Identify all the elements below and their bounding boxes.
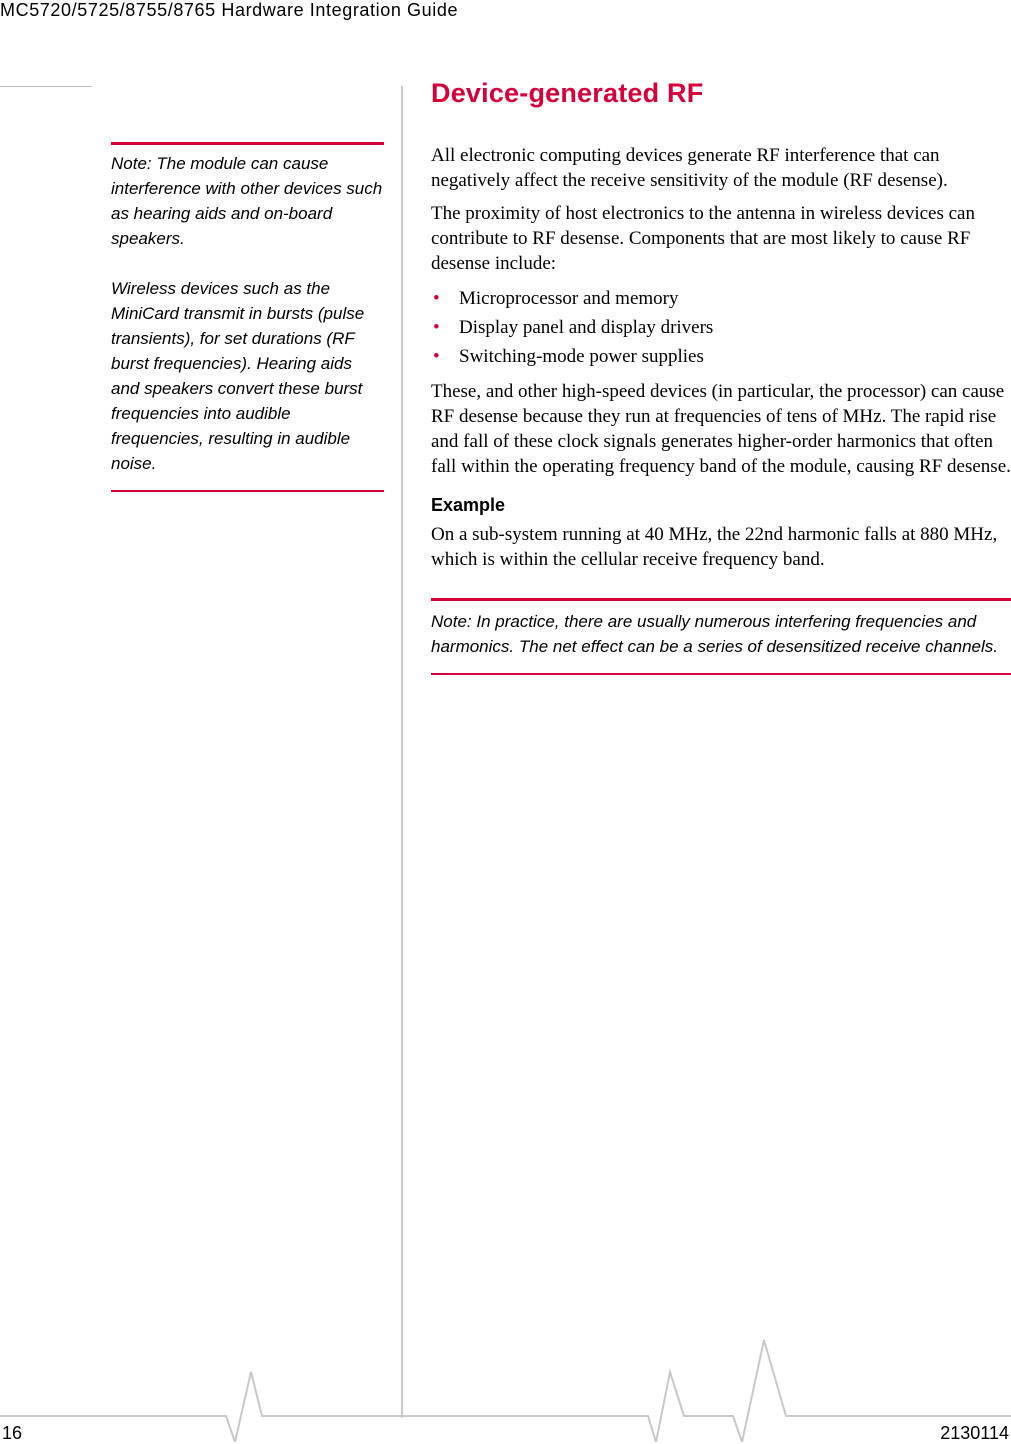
bullet-icon: • bbox=[433, 288, 440, 309]
list-item-text: Display panel and display drivers bbox=[459, 317, 714, 338]
body-paragraph: The proximity of host electronics to the antenna in wireless devices can contribute to RF desense. Components that are most likely to cause RF desense include: bbox=[431, 203, 975, 274]
list-item-text: Switching-mode power supplies bbox=[459, 346, 704, 367]
example-paragraph: On a sub-system running at 40 MHz, the 22nd harmonic falls at 880 MHz, which is within the cellular receive frequency band. bbox=[431, 524, 998, 570]
note-box bbox=[431, 598, 1011, 675]
side-note-paragraph: Wireless devices such as the MiniCard transmit in bursts (pulse transients), for set durations (RF burst frequencies). Hearing aids and speakers convert these burst frequencies into audible frequencies, resulting in audible noise. bbox=[111, 279, 365, 473]
column-divider bbox=[401, 86, 403, 1418]
footer-waveform bbox=[0, 1330, 1011, 1442]
list-item bbox=[431, 313, 1011, 342]
component-list bbox=[431, 284, 1011, 371]
bullet-icon: • bbox=[433, 317, 440, 338]
running-header: MC5720/5725/8755/8765 Hardware Integration Guide bbox=[0, 0, 459, 20]
list-item-text: Microprocessor and memory bbox=[459, 288, 679, 309]
main-content bbox=[431, 78, 1011, 675]
header-rule bbox=[0, 86, 92, 87]
page-number: 16 bbox=[2, 1423, 23, 1443]
side-note-paragraph: Note: The module can cause interference with other devices such as hearing aids and on-board speakers. bbox=[111, 154, 383, 248]
section-heading: Device-generated RF bbox=[431, 78, 704, 108]
example-heading: Example bbox=[431, 495, 506, 515]
body-paragraph: All electronic computing devices generate RF interference that can negatively affect the receive sensitivity of the module (RF desense). bbox=[431, 145, 948, 191]
bullet-icon: • bbox=[433, 346, 440, 367]
document-number: 2130114 bbox=[940, 1423, 1009, 1443]
note-text: Note: In practice, there are usually numerous interfering frequencies and harmonics. The net effect can be a series of desensitized receive channels. bbox=[431, 612, 998, 656]
side-note bbox=[111, 142, 384, 492]
waveform-line bbox=[0, 1340, 1011, 1442]
list-item bbox=[431, 284, 1011, 313]
body-paragraph: These, and other high-speed devices (in particular, the processor) can cause RF desense because they run at frequencies of tens of MHz. The rapid rise and fall of these clock signals generates higher-order harmonics that often fall within the operating frequency band of the module, causing RF desense. bbox=[431, 381, 1011, 477]
list-item bbox=[431, 342, 1011, 371]
